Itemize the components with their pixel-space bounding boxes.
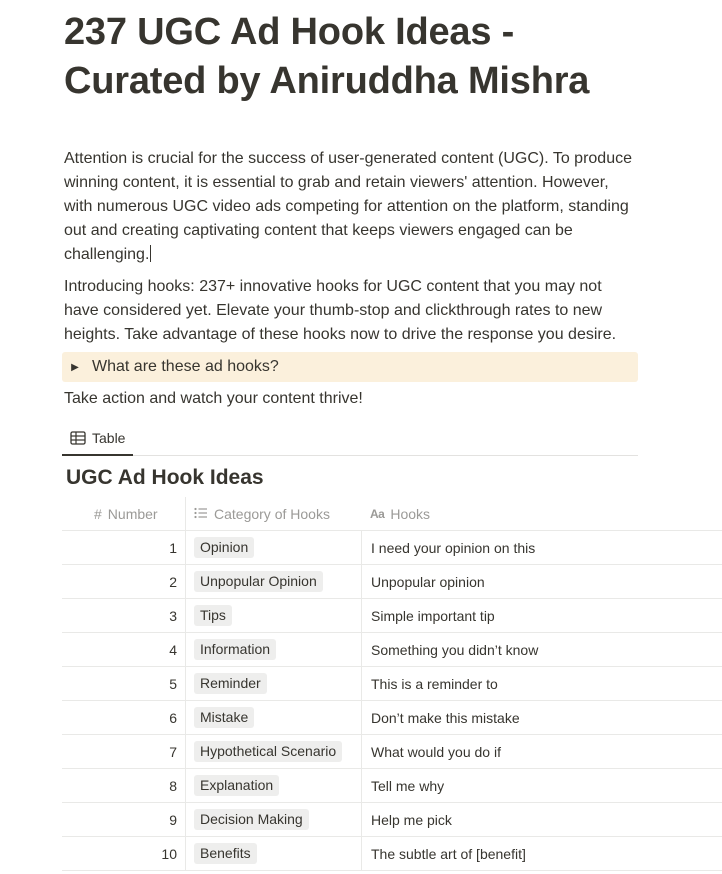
intro-paragraph[interactable] bbox=[64, 147, 636, 267]
category-cell[interactable] bbox=[186, 667, 362, 700]
column-header-label: Number bbox=[107, 505, 158, 522]
category-cell[interactable] bbox=[186, 803, 362, 836]
column-header-hooks[interactable] bbox=[362, 497, 430, 530]
category-cell[interactable] bbox=[186, 633, 362, 666]
hash-icon: # bbox=[94, 505, 102, 522]
column-header-number[interactable] bbox=[62, 497, 186, 530]
hook-cell[interactable] bbox=[362, 803, 722, 836]
category-cell[interactable] bbox=[186, 531, 362, 564]
number-cell[interactable] bbox=[62, 565, 186, 598]
hook-cell[interactable] bbox=[362, 599, 722, 632]
text-icon: Aa bbox=[370, 506, 385, 521]
list-icon bbox=[194, 506, 208, 522]
category-tag: Tips bbox=[194, 605, 232, 626]
row-number: 3 bbox=[169, 607, 177, 624]
table-view-label: Table bbox=[92, 430, 126, 446]
table-row[interactable] bbox=[62, 769, 722, 803]
database-title[interactable]: UGC Ad Hook Ideas bbox=[66, 466, 264, 489]
hook-cell[interactable] bbox=[362, 531, 722, 564]
hook-text: The subtle art of [benefit] bbox=[371, 845, 526, 862]
number-cell[interactable] bbox=[62, 633, 186, 666]
category-tag: Decision Making bbox=[194, 809, 309, 830]
number-cell[interactable] bbox=[62, 599, 186, 632]
hook-text: Tell me why bbox=[371, 777, 445, 794]
number-cell[interactable] bbox=[62, 769, 186, 802]
hook-cell[interactable] bbox=[362, 837, 722, 870]
toggle-label: What are these ad hooks? bbox=[92, 358, 279, 375]
row-number: 6 bbox=[169, 709, 177, 726]
category-tag: Unpopular Opinion bbox=[194, 571, 323, 592]
hook-cell[interactable] bbox=[362, 667, 722, 700]
toggle-triangle-icon[interactable]: ▶ bbox=[71, 361, 79, 373]
call-to-action-text[interactable]: Take action and watch your content thrive! bbox=[64, 390, 363, 407]
row-number: 2 bbox=[169, 573, 177, 590]
table-row[interactable] bbox=[62, 565, 722, 599]
table-icon bbox=[70, 431, 86, 445]
category-cell[interactable] bbox=[186, 735, 362, 768]
number-cell[interactable] bbox=[62, 837, 186, 870]
row-number: 10 bbox=[161, 845, 177, 862]
table-row[interactable] bbox=[62, 837, 722, 871]
hook-text: This is a reminder to bbox=[371, 675, 498, 692]
table-row[interactable] bbox=[62, 531, 722, 565]
hook-cell[interactable] bbox=[362, 701, 722, 734]
row-number: 5 bbox=[169, 675, 177, 692]
table-row[interactable] bbox=[62, 633, 722, 667]
number-cell[interactable] bbox=[62, 803, 186, 836]
table-row[interactable] bbox=[62, 701, 722, 735]
number-cell[interactable] bbox=[62, 735, 186, 768]
database-view-bar bbox=[62, 422, 638, 456]
hook-text: What would you do if bbox=[371, 743, 501, 760]
hook-text: Something you didn’t know bbox=[371, 641, 539, 658]
number-cell[interactable] bbox=[62, 531, 186, 564]
category-cell[interactable] bbox=[186, 565, 362, 598]
text-cursor bbox=[150, 245, 151, 262]
table-header bbox=[62, 497, 722, 531]
hook-text: I need your opinion on this bbox=[371, 539, 536, 556]
hooks-table bbox=[62, 497, 722, 871]
table-row[interactable] bbox=[62, 599, 722, 633]
category-tag: Explanation bbox=[194, 775, 279, 796]
category-cell[interactable] bbox=[186, 701, 362, 734]
hooks-paragraph[interactable]: Introducing hooks: 237+ innovative hooks for UGC content that you may not have considered yet. Elevate your thumb-stop and clickthrough rates to new heights. Take advantage of these hooks now to drive the response you desire. bbox=[64, 278, 617, 343]
category-tag: Hypothetical Scenario bbox=[194, 741, 342, 762]
row-number: 8 bbox=[169, 777, 177, 794]
category-tag: Information bbox=[194, 639, 276, 660]
row-number: 9 bbox=[169, 811, 177, 828]
hook-text: Unpopular opinion bbox=[371, 573, 485, 590]
hook-cell[interactable] bbox=[362, 633, 722, 666]
hook-text: Help me pick bbox=[371, 811, 452, 828]
category-cell[interactable] bbox=[186, 599, 362, 632]
ad-hooks-toggle[interactable] bbox=[62, 352, 638, 382]
category-tag: Mistake bbox=[194, 707, 254, 728]
column-header-label: Hooks bbox=[390, 505, 431, 522]
page-title[interactable]: 237 UGC Ad Hook Ideas - Curated by Aniruddha Mishra bbox=[64, 11, 590, 102]
row-number: 1 bbox=[169, 539, 177, 556]
table-view-tab[interactable] bbox=[62, 422, 133, 456]
category-tag: Reminder bbox=[194, 673, 267, 694]
category-cell[interactable] bbox=[186, 837, 362, 870]
row-number: 4 bbox=[169, 641, 177, 658]
table-row[interactable] bbox=[62, 667, 722, 701]
table-row[interactable] bbox=[62, 803, 722, 837]
row-number: 7 bbox=[169, 743, 177, 760]
column-header-category[interactable] bbox=[186, 497, 362, 530]
hook-text: Simple important tip bbox=[371, 607, 495, 624]
hook-cell[interactable] bbox=[362, 735, 722, 768]
category-tag: Opinion bbox=[194, 537, 254, 558]
category-cell[interactable] bbox=[186, 769, 362, 802]
column-header-label: Category of Hooks bbox=[214, 505, 330, 522]
hook-cell[interactable] bbox=[362, 769, 722, 802]
number-cell[interactable] bbox=[62, 667, 186, 700]
number-cell[interactable] bbox=[62, 701, 186, 734]
intro-paragraph-text: Attention is crucial for the success of user-generated content (UGC). To produce winning content, it is essential to grab and retain viewers' attention. However, with numerous UGC video ads competing for attention on the platform, standing out and creating captivating content that keeps viewers engaged can be challenging. bbox=[64, 150, 632, 263]
hook-cell[interactable] bbox=[362, 565, 722, 598]
category-tag: Benefits bbox=[194, 843, 257, 864]
table-row[interactable] bbox=[62, 735, 722, 769]
hook-text: Don’t make this mistake bbox=[371, 709, 520, 726]
